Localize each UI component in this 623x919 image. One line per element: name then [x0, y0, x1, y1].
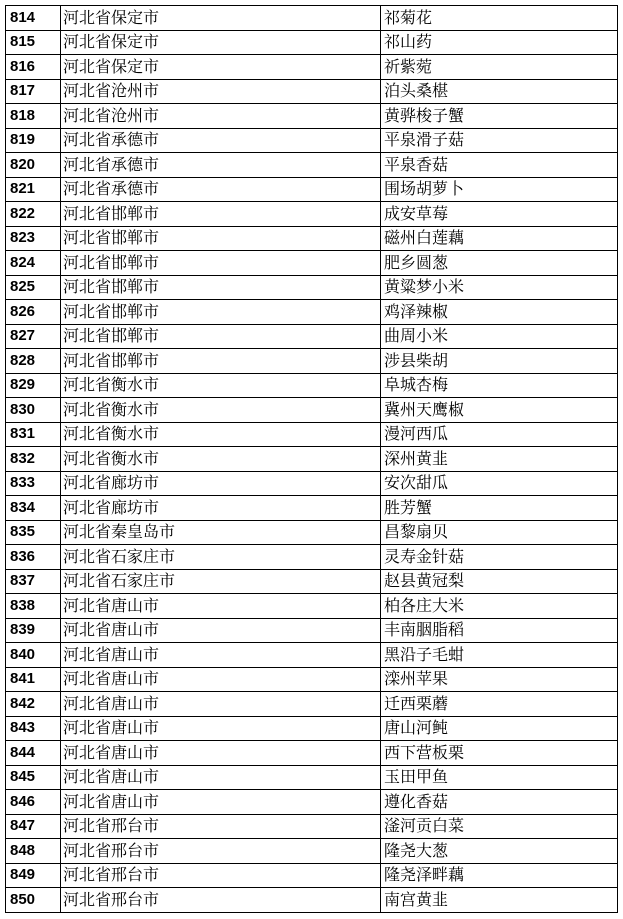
product-name-cell: 赵县黄冠梨	[381, 569, 618, 594]
table-row	[6, 618, 618, 643]
region-cell: 河北省石家庄市	[61, 569, 381, 594]
region-cell: 河北省承德市	[61, 128, 381, 153]
table-row	[6, 128, 618, 153]
region-cell: 河北省唐山市	[61, 716, 381, 741]
region-cell: 河北省唐山市	[61, 618, 381, 643]
table-row	[6, 520, 618, 545]
row-number-cell: 837	[6, 569, 61, 594]
table-row	[6, 496, 618, 521]
region-cell: 河北省秦皇岛市	[61, 520, 381, 545]
table-body	[6, 6, 618, 913]
table-row	[6, 300, 618, 325]
table-row	[6, 741, 618, 766]
table-row	[6, 79, 618, 104]
product-name-cell: 祁菊花	[381, 6, 618, 31]
row-number-cell: 835	[6, 520, 61, 545]
region-cell: 河北省衡水市	[61, 373, 381, 398]
region-cell: 河北省唐山市	[61, 594, 381, 619]
row-number-cell: 822	[6, 202, 61, 227]
row-number-cell: 849	[6, 863, 61, 888]
table-row	[6, 153, 618, 178]
region-cell: 河北省衡水市	[61, 422, 381, 447]
product-name-cell: 平泉香菇	[381, 153, 618, 178]
row-number-cell: 816	[6, 55, 61, 80]
table-row	[6, 839, 618, 864]
row-number-cell: 846	[6, 790, 61, 815]
product-name-cell: 安次甜瓜	[381, 471, 618, 496]
table-row	[6, 667, 618, 692]
row-number-cell: 838	[6, 594, 61, 619]
table-row	[6, 6, 618, 31]
table-row	[6, 471, 618, 496]
row-number-cell: 845	[6, 765, 61, 790]
region-cell: 河北省保定市	[61, 6, 381, 31]
table-row	[6, 202, 618, 227]
table-row	[6, 569, 618, 594]
region-cell: 河北省邯郸市	[61, 226, 381, 251]
product-name-cell: 唐山河鲀	[381, 716, 618, 741]
region-cell: 河北省保定市	[61, 55, 381, 80]
region-cell: 河北省廊坊市	[61, 496, 381, 521]
table-row	[6, 226, 618, 251]
product-name-cell: 丰南胭脂稻	[381, 618, 618, 643]
product-name-cell: 深州黄韭	[381, 447, 618, 472]
row-number-cell: 844	[6, 741, 61, 766]
table-row	[6, 422, 618, 447]
table-row	[6, 177, 618, 202]
product-name-cell: 黄骅梭子蟹	[381, 104, 618, 129]
row-number-cell: 836	[6, 545, 61, 570]
row-number-cell: 814	[6, 6, 61, 31]
row-number-cell: 841	[6, 667, 61, 692]
region-cell: 河北省唐山市	[61, 643, 381, 668]
row-number-cell: 840	[6, 643, 61, 668]
row-number-cell: 834	[6, 496, 61, 521]
region-cell: 河北省沧州市	[61, 79, 381, 104]
product-name-cell: 阜城杏梅	[381, 373, 618, 398]
table-row	[6, 251, 618, 276]
row-number-cell: 825	[6, 275, 61, 300]
region-cell: 河北省石家庄市	[61, 545, 381, 570]
table-row	[6, 398, 618, 423]
table-row	[6, 888, 618, 913]
product-name-cell: 冀州天鹰椒	[381, 398, 618, 423]
product-table	[5, 5, 618, 913]
product-name-cell: 泊头桑椹	[381, 79, 618, 104]
product-name-cell: 迁西栗蘑	[381, 692, 618, 717]
row-number-cell: 832	[6, 447, 61, 472]
row-number-cell: 826	[6, 300, 61, 325]
table-row	[6, 790, 618, 815]
region-cell: 河北省邯郸市	[61, 275, 381, 300]
product-name-cell: 涉县柴胡	[381, 349, 618, 374]
row-number-cell: 833	[6, 471, 61, 496]
product-name-cell: 遵化香菇	[381, 790, 618, 815]
table-row	[6, 373, 618, 398]
table-row	[6, 30, 618, 55]
row-number-cell: 820	[6, 153, 61, 178]
product-name-cell: 西下营板栗	[381, 741, 618, 766]
row-number-cell: 818	[6, 104, 61, 129]
product-name-cell: 隆尧大葱	[381, 839, 618, 864]
region-cell: 河北省邢台市	[61, 863, 381, 888]
row-number-cell: 831	[6, 422, 61, 447]
region-cell: 河北省邯郸市	[61, 349, 381, 374]
region-cell: 河北省邢台市	[61, 814, 381, 839]
region-cell: 河北省衡水市	[61, 447, 381, 472]
product-name-cell: 肥乡圆葱	[381, 251, 618, 276]
region-cell: 河北省沧州市	[61, 104, 381, 129]
table-row	[6, 814, 618, 839]
row-number-cell: 819	[6, 128, 61, 153]
table-row	[6, 275, 618, 300]
region-cell: 河北省唐山市	[61, 692, 381, 717]
table-row	[6, 447, 618, 472]
region-cell: 河北省衡水市	[61, 398, 381, 423]
row-number-cell: 828	[6, 349, 61, 374]
row-number-cell: 827	[6, 324, 61, 349]
row-number-cell: 821	[6, 177, 61, 202]
product-name-cell: 昌黎扇贝	[381, 520, 618, 545]
table-row	[6, 643, 618, 668]
product-name-cell: 漫河西瓜	[381, 422, 618, 447]
region-cell: 河北省邯郸市	[61, 202, 381, 227]
region-cell: 河北省邢台市	[61, 839, 381, 864]
product-name-cell: 磁州白莲藕	[381, 226, 618, 251]
product-name-cell: 祁山药	[381, 30, 618, 55]
region-cell: 河北省邯郸市	[61, 251, 381, 276]
table-row	[6, 349, 618, 374]
table-row	[6, 594, 618, 619]
region-cell: 河北省廊坊市	[61, 471, 381, 496]
table-row	[6, 55, 618, 80]
product-name-cell: 灵寿金针菇	[381, 545, 618, 570]
product-name-cell: 祈紫菀	[381, 55, 618, 80]
product-name-cell: 黄粱梦小米	[381, 275, 618, 300]
row-number-cell: 842	[6, 692, 61, 717]
row-number-cell: 848	[6, 839, 61, 864]
table-row	[6, 692, 618, 717]
region-cell: 河北省邯郸市	[61, 324, 381, 349]
product-name-cell: 鸡泽辣椒	[381, 300, 618, 325]
product-name-cell: 滦州苹果	[381, 667, 618, 692]
row-number-cell: 823	[6, 226, 61, 251]
product-name-cell: 平泉滑子菇	[381, 128, 618, 153]
product-name-cell: 滏河贡白菜	[381, 814, 618, 839]
row-number-cell: 850	[6, 888, 61, 913]
row-number-cell: 843	[6, 716, 61, 741]
row-number-cell: 847	[6, 814, 61, 839]
row-number-cell: 815	[6, 30, 61, 55]
product-name-cell: 柏各庄大米	[381, 594, 618, 619]
product-name-cell: 玉田甲鱼	[381, 765, 618, 790]
row-number-cell: 829	[6, 373, 61, 398]
region-cell: 河北省唐山市	[61, 741, 381, 766]
region-cell: 河北省承德市	[61, 177, 381, 202]
table-row	[6, 765, 618, 790]
region-cell: 河北省邢台市	[61, 888, 381, 913]
row-number-cell: 824	[6, 251, 61, 276]
row-number-cell: 817	[6, 79, 61, 104]
table-row	[6, 716, 618, 741]
region-cell: 河北省保定市	[61, 30, 381, 55]
region-cell: 河北省唐山市	[61, 667, 381, 692]
table-row	[6, 324, 618, 349]
product-name-cell: 曲周小米	[381, 324, 618, 349]
region-cell: 河北省唐山市	[61, 790, 381, 815]
row-number-cell: 839	[6, 618, 61, 643]
region-cell: 河北省邯郸市	[61, 300, 381, 325]
product-name-cell: 成安草莓	[381, 202, 618, 227]
region-cell: 河北省唐山市	[61, 765, 381, 790]
table-row	[6, 545, 618, 570]
product-name-cell: 黑沿子毛蚶	[381, 643, 618, 668]
region-cell: 河北省承德市	[61, 153, 381, 178]
product-name-cell: 隆尧泽畔藕	[381, 863, 618, 888]
row-number-cell: 830	[6, 398, 61, 423]
product-name-cell: 南宫黄韭	[381, 888, 618, 913]
product-name-cell: 围场胡萝卜	[381, 177, 618, 202]
product-name-cell: 胜芳蟹	[381, 496, 618, 521]
table-row	[6, 104, 618, 129]
table-row	[6, 863, 618, 888]
